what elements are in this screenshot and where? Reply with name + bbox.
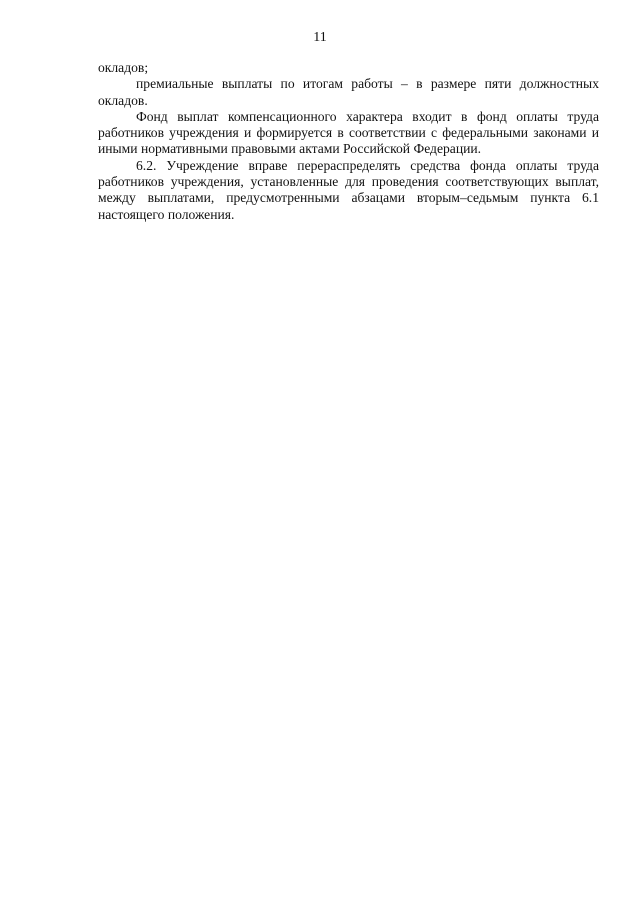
- paragraph-salary-continuation: окладов;: [98, 60, 149, 75]
- document-body: [98, 60, 599, 223]
- paragraph-bonus-payments: премиальные выплаты по итогам работы – в размере пяти должностных окладов.: [98, 76, 599, 108]
- page-number: 11: [313, 30, 327, 45]
- paragraph-section-6-2: 6.2. Учреждение вправе перераспределять средства фонда оплаты труда работников учреждения, установленные для проведения соответствующих выплат, между выплатами, предусмотренными абзацами вторым–седьмым пункта 6.1 настоящего положения.: [98, 157, 599, 222]
- paragraph-compensation-fund: Фонд выплат компенсационного характера входит в фонд оплаты труда работников учреждения и формируется в соответствии с федеральными законами и иными нормативными правовыми актами Российской Федерации.: [98, 108, 599, 157]
